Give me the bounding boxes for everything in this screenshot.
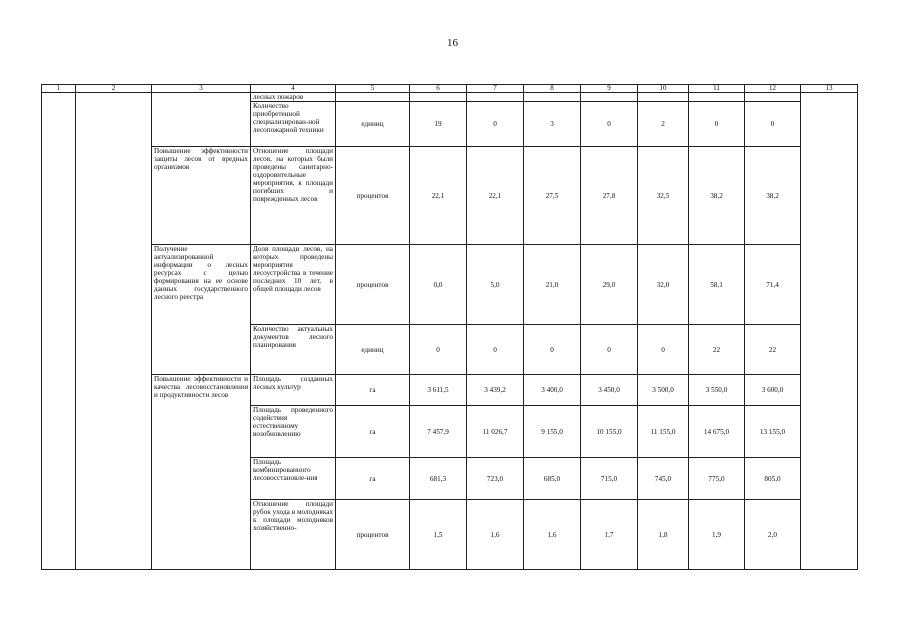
value-cell: 1,5: [410, 500, 467, 570]
unit-cell: процентов: [336, 245, 410, 325]
value-cell: 0: [638, 325, 689, 375]
column-header: 2: [76, 85, 152, 93]
value-cell: 1,6: [467, 500, 524, 570]
column-header: 6: [410, 85, 467, 93]
unit-cell: га: [336, 406, 410, 458]
value-cell: 0,0: [410, 245, 467, 325]
value-cell: 3 500,0: [638, 375, 689, 406]
value-cell: 21,0: [524, 245, 581, 325]
value-cell: 745,0: [638, 458, 689, 500]
indicator-cell: Отношение площади лесов, на которых были проведены санитарно-оздоровительные мероприятия, к площади погибших и поврежденных лесов: [251, 147, 336, 245]
column-header: 10: [638, 85, 689, 93]
indicator-cell: Количество актуальных документов лесного планирования: [251, 325, 336, 375]
value-cell: 22,1: [410, 147, 467, 245]
table-row: [42, 245, 858, 325]
value-cell: 2,0: [745, 500, 801, 570]
column-header: 9: [581, 85, 638, 93]
col13-cell: [801, 93, 858, 570]
value-cell: 0: [410, 325, 467, 375]
column-header: 11: [689, 85, 745, 93]
goal-cell: Повышение эффективности и качества лесовосстановления и продуктивности лесов: [152, 375, 251, 570]
value-cell: 3 439,2: [467, 375, 524, 406]
goal-cell: Повышение эффективности защиты лесов от вредных организмов: [152, 147, 251, 245]
value-cell: 29,0: [581, 245, 638, 325]
unit-cell: га: [336, 375, 410, 406]
value-cell: 9 155,0: [524, 406, 581, 458]
value-cell: 22: [745, 325, 801, 375]
value-cell: [524, 93, 581, 102]
value-cell: 0: [581, 325, 638, 375]
column-header: 1: [42, 85, 76, 93]
value-cell: 1,6: [524, 500, 581, 570]
value-cell: 1,7: [581, 500, 638, 570]
column-header: 13: [801, 85, 858, 93]
indicator-cell: Площадь созданных лесных культур: [251, 375, 336, 406]
table-row: [42, 375, 858, 406]
column-header: 5: [336, 85, 410, 93]
value-cell: 1,8: [638, 500, 689, 570]
value-cell: 805,0: [745, 458, 801, 500]
indicator-cell: Количество приобретенной специализирован-ной лесопожарной техники: [251, 102, 336, 147]
col2-cell: [76, 93, 152, 570]
indicator-cell: Отношение площади рубок ухода в молодняках к площади молодняков хозяйственно-: [251, 500, 336, 570]
value-cell: [689, 93, 745, 102]
value-cell: 0: [524, 325, 581, 375]
column-header: 12: [745, 85, 801, 93]
value-cell: 3 450,0: [581, 375, 638, 406]
value-cell: 3 611,5: [410, 375, 467, 406]
column-header: 8: [524, 85, 581, 93]
unit-cell: единиц: [336, 325, 410, 375]
value-cell: 32,5: [638, 147, 689, 245]
value-cell: 0: [581, 102, 638, 147]
value-cell: 3: [524, 102, 581, 147]
value-cell: 685,0: [524, 458, 581, 500]
value-cell: 723,0: [467, 458, 524, 500]
value-cell: 0: [467, 325, 524, 375]
header-row: [42, 85, 858, 93]
value-cell: 14 675,0: [689, 406, 745, 458]
indicator-cell: Площадь комбинированного лесовосстановле-ния: [251, 458, 336, 500]
indicator-cell: Площадь проведенного содействия естественному возобновлению: [251, 406, 336, 458]
value-cell: 775,0: [689, 458, 745, 500]
indicator-cell: Доля площади лесов, на которых проведены мероприятия лесоустройства в течение последних 10 лет, в общей площади лесов: [251, 245, 336, 325]
value-cell: 3 400,0: [524, 375, 581, 406]
value-cell: 38,2: [745, 147, 801, 245]
value-cell: 3 600,0: [745, 375, 801, 406]
goal-cell: [152, 93, 251, 147]
unit-cell: [336, 93, 410, 102]
column-header: 3: [152, 85, 251, 93]
value-cell: [745, 93, 801, 102]
value-cell: 11 155,0: [638, 406, 689, 458]
value-cell: 0: [467, 102, 524, 147]
value-cell: 38,2: [689, 147, 745, 245]
value-cell: 71,4: [745, 245, 801, 325]
value-cell: 22: [689, 325, 745, 375]
unit-cell: га: [336, 458, 410, 500]
indicators-table: [41, 84, 858, 570]
unit-cell: единиц: [336, 102, 410, 147]
value-cell: 27,8: [581, 147, 638, 245]
goal-cell: Получение актуализированной информации о лесных ресурсах с целью формирования на ее основе данных государственного лесного реестра: [152, 245, 251, 375]
col1-cell: [42, 93, 76, 570]
page-number: 16: [447, 37, 458, 49]
value-cell: 11 026,7: [467, 406, 524, 458]
table-row: [42, 147, 858, 245]
value-cell: 32,0: [638, 245, 689, 325]
value-cell: 1,9: [689, 500, 745, 570]
column-header: 4: [251, 85, 336, 93]
indicator-cell: лесных пожаров: [251, 93, 336, 102]
value-cell: 7 457,9: [410, 406, 467, 458]
table-row: [42, 93, 858, 102]
value-cell: 0: [689, 102, 745, 147]
value-cell: [467, 93, 524, 102]
value-cell: 2: [638, 102, 689, 147]
value-cell: 27,5: [524, 147, 581, 245]
value-cell: 22,1: [467, 147, 524, 245]
value-cell: 681,3: [410, 458, 467, 500]
value-cell: 5,0: [467, 245, 524, 325]
unit-cell: процентов: [336, 500, 410, 570]
value-cell: [410, 93, 467, 102]
column-header: 7: [467, 85, 524, 93]
value-cell: 58,1: [689, 245, 745, 325]
value-cell: 19: [410, 102, 467, 147]
value-cell: [638, 93, 689, 102]
value-cell: 3 550,0: [689, 375, 745, 406]
value-cell: 715,0: [581, 458, 638, 500]
value-cell: 13 155,0: [745, 406, 801, 458]
unit-cell: процентов: [336, 147, 410, 245]
value-cell: 10 155,0: [581, 406, 638, 458]
value-cell: 0: [745, 102, 801, 147]
value-cell: [581, 93, 638, 102]
